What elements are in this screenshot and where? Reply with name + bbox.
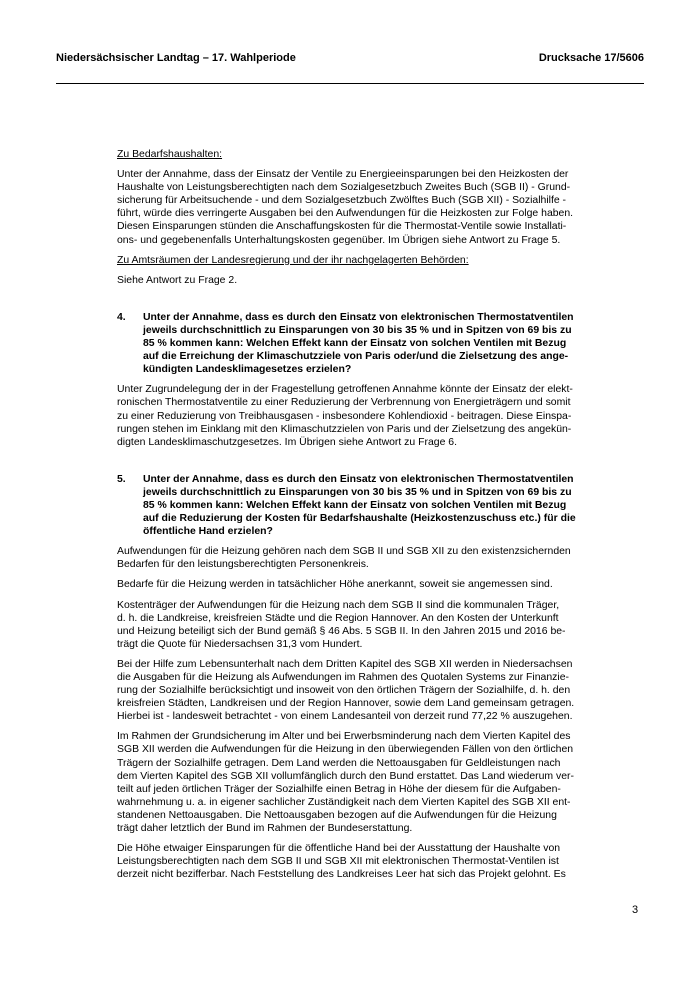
header-right: Drucksache 17/5606 (538, 52, 644, 64)
question-5 (117, 473, 585, 538)
paragraph: Bei der Hilfe zum Lebensunterhalt nach dem Dritten Kapitel des SGB XII werden in Niedersachsen die Ausgaben für die Heizung als Aufwendungen im Rahmen des Quotalen Systems zur Finanzie- rung der Sozialhilfe berücksichtigt und insoweit von den örtlichen Trägern der Sozialhilfe, d. h. den kreisfreien Städten, Landkreisen und der Region Hannover, sowie dem Land gemeinsam getragen. Hierbei ist - landesweit betrachtet - von einem Landesanteil von derzeit rund 77,22 % auszugehen. (117, 658, 575, 723)
paragraph: Bedarfe für die Heizung werden in tatsächlicher Höhe anerkannt, soweit sie angemessen sind. (117, 579, 553, 591)
page-number: 3 (632, 904, 639, 916)
header-rule (56, 83, 644, 84)
question-4 (117, 311, 585, 376)
question-number: 4. (117, 311, 126, 323)
section-heading-bedarfshaushalte: Zu Bedarfshaushalten: (117, 149, 223, 160)
paragraph: Aufwendungen für die Heizung gehören nach dem SGB II und SGB XII zu den existenzsichernden Bedarfen für den leistungsberechtigten Personenkreis. (117, 546, 571, 571)
question-number: 5. (117, 473, 126, 485)
paragraph: Kostenträger der Aufwendungen für die Heizung nach dem SGB II sind die kommunalen Träger, d. h. die Landkreise, kreisfreien Städte und die Region Hannover. An den Kosten der Unterkunft und Heizung beteiligt sich der Bund gemäß § 46 Abs. 5 SGB II. In den Jahren 2015 und 2016 be- trägt die Quote für Niedersachsen 31,3 vom Hundert. (117, 599, 566, 650)
document-body (117, 148, 585, 888)
page-header (56, 52, 644, 64)
paragraph: Siehe Antwort zu Frage 2. (117, 274, 238, 286)
section-heading-amtsraeume: Zu Amtsräumen der Landesregierung und der ihr nachgelagerten Behörden: (117, 254, 469, 266)
header-left: Niedersächsischer Landtag – 17. Wahlperiode (56, 52, 296, 64)
paragraph: Die Höhe etwaiger Einsparungen für die öffentliche Hand bei der Ausstattung der Haushalte von Leistungsberechtigten nach dem SGB II und SGB XII mit elektronischen Thermostat-Ventilen ist derzeit nicht bezifferbar. Nach Feststellung des Landkreises Leer hat sich das Projekt gelohnt. Es (117, 843, 566, 881)
question-text: Unter der Annahme, dass es durch den Einsatz von elektronischen Thermostatventilen jeweils durchschnittlich zu Einsparungen von 30 bis 35 % und in Spitzen von 69 bis zu 85 % kommen kann: Welchen Effekt kann der Einsatz von solchen Ventilen mit Bezug auf die Reduzierung der Kosten für Bedarfshaushalte (Heizkostenzuschuss etc.) für die öffentliche Hand erzielen? (143, 473, 576, 538)
question-text: Unter der Annahme, dass es durch den Einsatz von elektronischen Thermostatventilen jeweils durchschnittlich zu Einsparungen von 30 bis 35 % und in Spitzen von 69 bis zu 85 % kommen kann: Welchen Effekt kann der Einsatz von solchen Ventilen mit Bezug auf die Erreichung der Klimaschutzziele von Paris oder/und die Zielsetzung des ange- kündigten Landesklimagesetzes erzielen? (143, 311, 574, 376)
paragraph: Unter der Annahme, dass der Einsatz der Ventile zu Energieeinsparungen bei den Heizkosten der Haushalte von Leistungsberechtigten nach dem Sozialgesetzbuch Zweites Buch (SGB II) - Grund- sicherung für Arbeitsuchende - und dem Sozialgesetzbuch Zwölftes Buch (SGB XII) - Sozialhilfe - führt, würde dies verringerte Ausgaben bei den Aufwendungen für die Heizkosten zur Folge haben. Diesen Einsparungen stünden die Anschaffungskosten für die Thermostat-Ventile sowie Installati- ons- und gegebenenfalls Unterhaltungskosten gegenüber. Im Übrigen siehe Antwort zu Frage 5. (117, 169, 574, 246)
paragraph: Im Rahmen der Grundsicherung im Alter und bei Erwerbsminderung nach dem Vierten Kapitel des SGB XII werden die Aufwendungen für die Heizung in den überwiegenden Fällen von den örtlichen Trägern der Sozialhilfe getragen. Dem Land werden die Nettoausgaben für Geldleistungen nach dem Vierten Kapitel des SGB XII vollumfänglich durch den Bund erstattet. Das Land wiederum ver- teilt auf jeden örtlichen Träger der Sozialhilfe einen Betrag in Höhe der diesem für die Aufgaben- wahrnehmung u. a. in eigener sachlicher Zuständigkeit nach dem Vierten Kapitel des SGB XII ent- standenen Nettoausgaben. Die Nettoausgaben bezogen auf die Aufwendungen für die Heizung trägt daher letztlich der Bund im Rahmen der Bundeserstattung. (117, 731, 574, 835)
answer-4: Unter Zugrundelegung der in der Fragestellung getroffenen Annahme könnte der Einsatz der elekt- ronischen Thermostatventile zu einer Reduzierung der Verbrennung von Energieträgern und somit zu einer Reduzierung von Treibhausgasen - insbesondere Kohlendioxid - beitragen. Diese Einspa- rungen stehen im Einklang mit den Klimaschutzzielen von Paris und der Zielsetzung des angekün- digten Landesklimaschutzgesetzes. Im Übrigen siehe Antwort zu Frage 6. (117, 384, 573, 448)
